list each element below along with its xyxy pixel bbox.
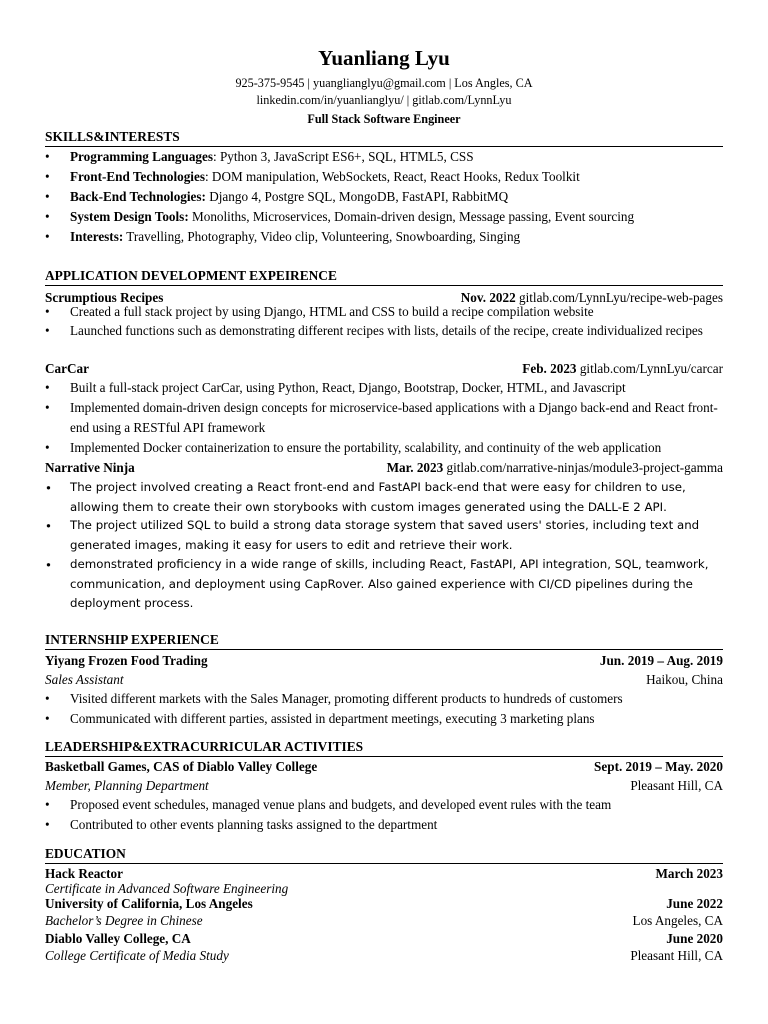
leadership-bullet: • Proposed event schedules, managed venue plans and budgets, and developed event rules with the team (45, 795, 723, 815)
internship-org: Yiyang Frozen Food Trading (45, 653, 208, 668)
leadership-org: Basketball Games, CAS of Diablo Valley College (45, 759, 318, 774)
skill-label: System Design Tools: (70, 209, 189, 224)
project-bullet: • demonstrated proficiency in a wide range of skills, including React, FastAPI, API integration, SQL, teamwork, communication, and deployment using CapRover. Also gained experience with CI/CD pipelines during the deployment process. (45, 557, 709, 610)
section-title-leadership: LEADERSHIP&EXTRACURRICULAR ACTIVITIES (45, 739, 723, 757)
bullet-icon: • (45, 797, 50, 812)
skill-item (45, 207, 723, 227)
education-school: University of California, Los Angeles (45, 896, 253, 911)
skill-text: Django 4, Postgre SQL, MongoDB, FastAPI, RabbitMQ (205, 189, 509, 204)
education-detail: Bachelor’s Degree in Chinese (45, 913, 203, 928)
bullet-icon: • (45, 711, 50, 726)
project-link[interactable]: gitlab.com/LynnLyu/carcar (576, 361, 723, 376)
skill-item (45, 227, 723, 247)
education-detail: Certificate in Advanced Software Engineering (45, 881, 289, 896)
internship-bullet: • Communicated with different parties, assisted in department meetings, executing 3 marketing plans (45, 709, 723, 729)
bullet-icon: • (45, 558, 52, 572)
skill-item (45, 187, 723, 207)
education-school: Diablo Valley College, CA (45, 931, 191, 946)
bullet-icon: • (45, 149, 50, 164)
skill-text: Travelling, Photography, Video clip, Volunteering, Snowboarding, Singing (123, 229, 521, 244)
section-title-internship: INTERNSHIP EXPERIENCE (45, 632, 723, 650)
education-subheader (45, 912, 723, 929)
education-date: June 2020 (666, 931, 723, 946)
skill-label: Front-End Technologies (70, 169, 205, 184)
skill-text: : Python 3, JavaScript ES6+, SQL, HTML5, CSS (213, 149, 474, 164)
project-date: Nov. 2022 (460, 290, 516, 305)
education-date: June 2022 (666, 896, 723, 911)
bullet-icon: • (45, 209, 50, 224)
bullet-icon: • (45, 691, 50, 706)
internship-subheader (45, 671, 723, 688)
bullet-icon: • (45, 323, 50, 338)
bullet-icon: • (45, 229, 50, 244)
project-bullet: • Implemented Docker containerization to ensure the portability, scalability, and continuity of the web application (45, 438, 723, 458)
section-title-education: EDUCATION (45, 846, 723, 864)
education-detail: College Certificate of Media Study (45, 948, 229, 963)
education-location: Los Angeles, CA (632, 913, 723, 928)
bullet-icon: • (45, 817, 50, 832)
project-header (45, 360, 723, 377)
bullet-icon: • (45, 400, 50, 415)
leadership-date: Sept. 2019 – May. 2020 (594, 759, 723, 774)
leadership-subheader (45, 777, 723, 794)
internship-header (45, 652, 723, 669)
bullet-icon: • (45, 519, 52, 533)
bullet-icon: • (45, 481, 52, 495)
education-school: Hack Reactor (45, 866, 123, 881)
contact-line-1: 925-375-9545 | yuanglianglyu@gmail.com | Los Angles, CA (235, 76, 533, 90)
education-header (45, 895, 723, 912)
headline: Full Stack Software Engineer (307, 112, 461, 126)
project-header (45, 459, 723, 476)
project-bullet: • Created a full stack project by using Django, HTML and CSS to build a recipe compilation website (45, 302, 723, 322)
project-bullet: • The project involved creating a React front-end and FastAPI back-end that were easy for children to use, allowing them to create their own storybooks with custom images generated using the DALL-E 2 API. (45, 480, 686, 514)
skill-item (45, 147, 723, 167)
skill-text: Monoliths, Microservices, Domain-driven design, Message passing, Event sourcing (188, 209, 635, 224)
section-title-app-dev: APPLICATION DEVELOPMENT EXPEIRENCE (45, 268, 723, 286)
project-link[interactable]: gitlab.com/LynnLyu/recipe-web-pages (515, 290, 723, 305)
skill-label: Back-End Technologies: (70, 189, 206, 204)
project-name: CarCar (45, 361, 89, 376)
project-link[interactable]: gitlab.com/narrative-ninjas/module3-project-gamma (443, 460, 723, 475)
bullet-icon: • (45, 304, 50, 319)
internship-bullet: • Visited different markets with the Sales Manager, promoting different products to hundreds of customers (45, 689, 723, 709)
education-header (45, 930, 723, 947)
project-name: Narrative Ninja (45, 460, 135, 475)
education-date: March 2023 (655, 866, 723, 881)
leadership-bullet: • Contributed to other events planning tasks assigned to the department (45, 815, 723, 835)
project-name: Scrumptious Recipes (45, 290, 164, 305)
project-bullet: • The project utilized SQL to build a strong data storage system that saved users' stories, including text and generated images, making it easy for users to edit and retrieve their work. (45, 518, 700, 552)
project-bullet: • Built a full-stack project CarCar, using Python, React, Django, Bootstrap, Docker, HTML, and Javascript (45, 378, 723, 398)
project-date: Mar. 2023 (386, 460, 444, 475)
candidate-name: Yuanliang Lyu (318, 46, 450, 70)
internship-role: Sales Assistant (45, 672, 124, 687)
education-subheader (45, 947, 723, 964)
skill-label: Programming Languages (70, 149, 213, 164)
education-location: Pleasant Hill, CA (630, 948, 723, 963)
leadership-role: Member, Planning Department (45, 778, 209, 793)
bullet-icon: • (45, 440, 50, 455)
internship-date: Jun. 2019 – Aug. 2019 (599, 653, 723, 668)
project-bullet: • Launched functions such as demonstrating different recipes with lists, details of the recipe, create individualized recipes (45, 321, 723, 341)
internship-location: Haikou, China (646, 672, 723, 687)
skill-text: : DOM manipulation, WebSockets, React, React Hooks, Redux Toolkit (204, 169, 580, 184)
bullet-icon: • (45, 380, 50, 395)
skill-item (45, 167, 723, 187)
leadership-header (45, 758, 723, 775)
bullet-icon: • (45, 189, 50, 204)
section-title-skills: SKILLS&INTERESTS (45, 129, 723, 147)
leadership-location: Pleasant Hill, CA (630, 778, 723, 793)
project-date: Feb. 2023 (522, 361, 577, 376)
skill-label: Interests: (70, 229, 124, 244)
bullet-icon: • (45, 169, 50, 184)
contact-line-2: linkedin.com/in/yuanlianglyu/ | gitlab.com/LynnLyu (256, 93, 512, 107)
project-bullet: • Implemented domain-driven design concepts for microservice-based applications with a Django back-end and React front-end using a RESTful API framework (45, 400, 718, 435)
